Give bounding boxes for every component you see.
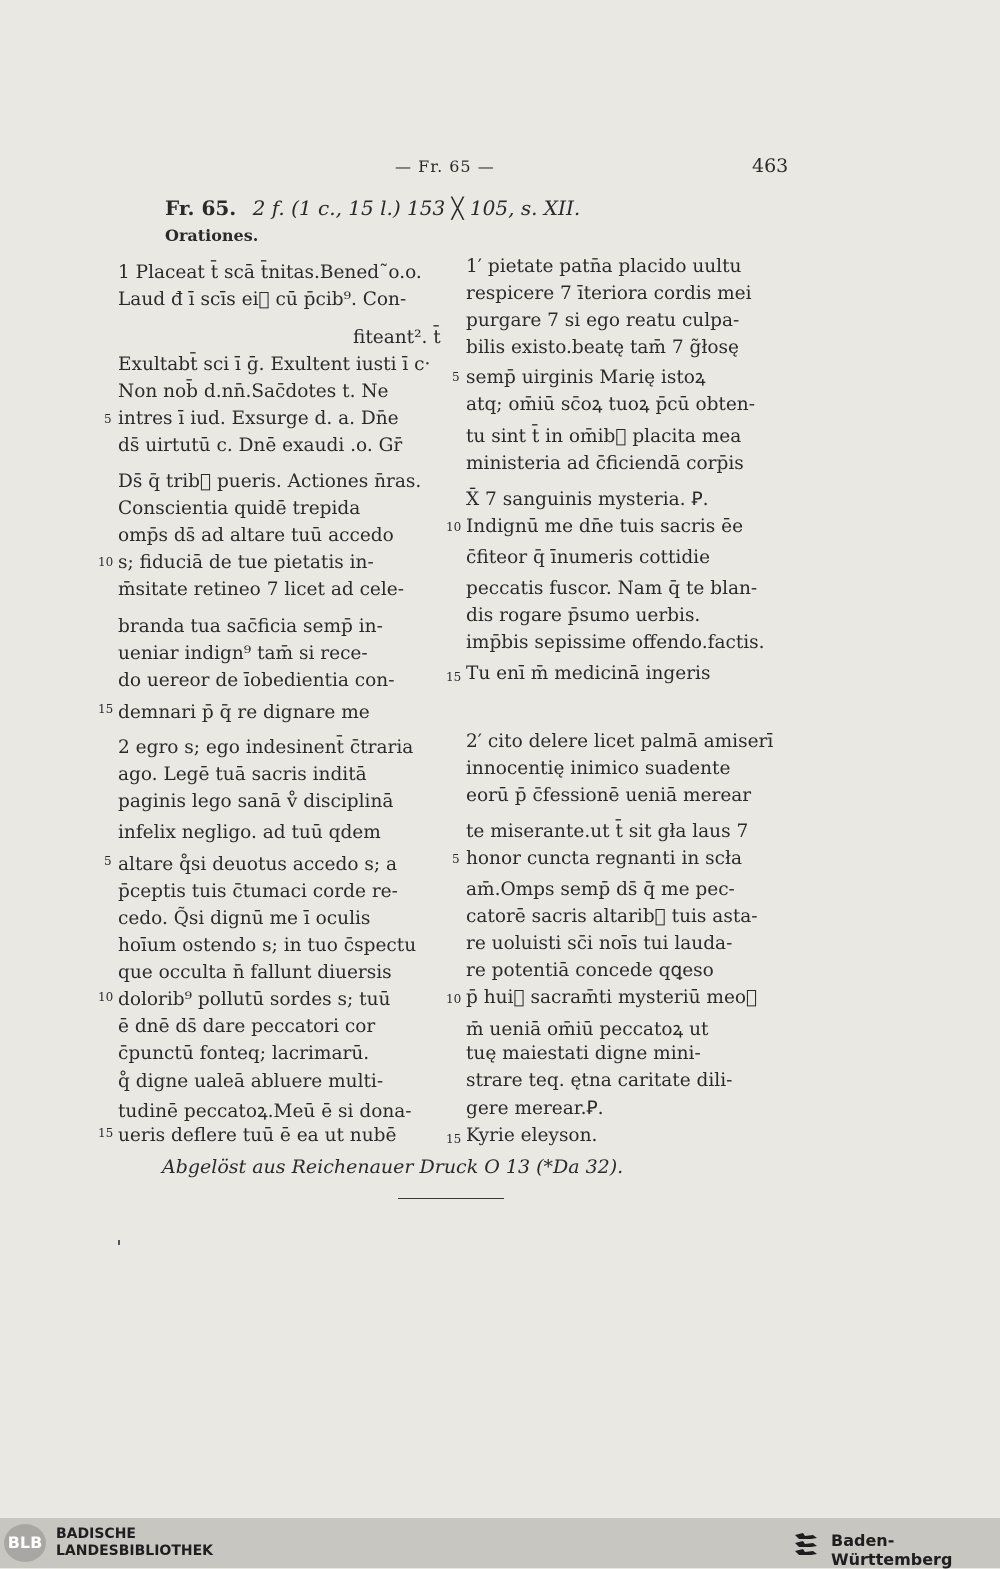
text-line: Tu enī m̄ medicinā ingeris: [466, 663, 711, 684]
text-line: 2 egro s; ego indesinent̄ c̄traria: [118, 737, 414, 758]
text-line: cedo. Q̃si dignū me ī oculis: [118, 908, 371, 929]
region-label[interactable]: Baden-Württemberg: [831, 1531, 953, 1569]
text-line: ueris deflere tuū ē ea ut nubē: [118, 1125, 397, 1146]
text-line: c̄fiteor q̄ īnumeris cottidie: [466, 547, 711, 568]
source-note: Abgelöst aus Reichenauer Druck O 13 (*Da 32).: [162, 1156, 624, 1178]
fragment-subtitle: Orationes.: [165, 226, 259, 245]
running-head: [0, 155, 1000, 181]
lions-icon: [791, 1527, 821, 1557]
library-name[interactable]: [56, 1526, 213, 1560]
text-line: p̄ hui᷑ sacram̄ti mysteriū meoꝝ: [466, 987, 758, 1008]
text-line: purgare 7 si ego reatu culpa-: [466, 310, 740, 331]
text-line: bilis existo.beatę tam̄ 7 g̃łosę: [466, 337, 739, 358]
text-line: Non nob̄ d.nn̄.Sac̄dotes t. Ne: [118, 381, 389, 402]
text-line: 1 Placeat t̄ scā t̄nitas.Bened˜o.o.: [118, 262, 422, 283]
text-line: 2′ cito delere licet palmā amiserī: [466, 731, 774, 752]
text-line: dolorib⁹ pollutū sordes s; tuū: [118, 989, 391, 1010]
text-line: Exultabt̄ sci ī ḡ. Exultent iusti ī c·: [118, 354, 431, 375]
text-line: s; fiduciā de tue pietatis in-: [118, 552, 374, 573]
text-line: Laud đ ī scīs ei᷑ cū p̄cib⁹. Con-: [118, 289, 407, 310]
line-number: 10: [98, 555, 114, 569]
line-number: 5: [104, 854, 112, 868]
coat-of-arms-icon: [790, 1527, 822, 1559]
text-line: 1′ pietate patn̄a placido uultu: [466, 256, 742, 277]
text-line: strare teq. ętna caritate dili-: [466, 1070, 733, 1091]
text-line: c̄punctū fonteq; lacrimarū.: [118, 1043, 370, 1064]
line-number: 10: [446, 992, 462, 1006]
line-number: 15: [98, 1126, 114, 1140]
library-name-line2: LANDESBIBLIOTHEK: [56, 1543, 214, 1559]
closing-rule: [398, 1198, 504, 1199]
text-line: p̄ceptis tuis c̄tumaci corde re-: [118, 881, 398, 902]
text-line: honor cuncta regnanti in scła: [466, 848, 743, 869]
text-line: re potentiā concede qꝗeso: [466, 960, 714, 981]
fragment-number: Fr. 65.: [165, 196, 237, 220]
text-line: intres ī iud. Exsurge d. a. Dn̄e: [118, 408, 399, 429]
text-line: catorē sacris altarib᷑ tuis asta-: [466, 906, 758, 927]
library-name-line1: BADISCHE: [56, 1526, 136, 1542]
text-line: am̄.Omps semp̄ ds̄ q̄ me pec-: [466, 879, 735, 900]
text-line: ministeria ad c̄ficiendā corp̄is: [466, 453, 744, 474]
text-line: q̊ digne ualeā abluere multi-: [118, 1071, 384, 1092]
text-line: fiteant². t̄: [353, 327, 441, 348]
line-number: 10: [98, 990, 114, 1004]
text-line: dis rogare p̄sumo uerbis.: [466, 605, 701, 626]
text-line: peccatis fuscor. Nam q̄ te blan-: [466, 578, 758, 599]
line-number: 5: [104, 412, 112, 426]
text-line: altare q̊si deuotus accedo s; a: [118, 854, 397, 875]
text-line: omp̄s ds̄ ad altare tuū accedo: [118, 525, 394, 546]
line-number: 15: [446, 670, 462, 684]
text-line: innocentię inimico suadente: [466, 758, 731, 779]
line-number: 15: [446, 1132, 462, 1146]
footer-bar: [0, 1518, 1000, 1568]
text-line: gere merear.Ꝑ.: [466, 1098, 604, 1119]
blb-logo-icon[interactable]: BLB: [4, 1524, 46, 1562]
text-line: Indignū me dn̄e tuis sacris ēe: [466, 516, 744, 537]
text-line: re uoluisti sc̄i noīs tui lauda-: [466, 933, 733, 954]
text-line: que occulta n̄ fallunt diuersis: [118, 962, 392, 983]
text-line: tuę maiestati digne mini-: [466, 1043, 701, 1064]
text-line: atq; om̄iū sc̄oꝝ tuoꝝ p̄cū obten-: [466, 394, 755, 415]
line-number: 10: [446, 520, 462, 534]
text-line: ē dnē ds̄ dare peccatori cor: [118, 1016, 376, 1037]
text-line: infelix negligo. ad tuū qdem: [118, 822, 381, 843]
text-line: semp̄ uirginis Marię istoꝝ: [466, 367, 706, 388]
text-line: Conscientia quidē trepida: [118, 498, 361, 519]
text-line: Ds̄ q̄ trib᷑ pueris. Actiones n̄ras.: [118, 471, 422, 492]
text-line: tu sint t̄ in om̄ib᷑ placita mea: [466, 426, 742, 447]
text-line: Kyrie eleyson.: [466, 1125, 598, 1146]
page-mark: [118, 1240, 120, 1245]
text-line: respicere 7 īteriora cordis mei: [466, 283, 752, 304]
line-number: 5: [452, 370, 460, 384]
text-line: branda tua sac̄ficia semp̄ in-: [118, 616, 383, 637]
text-line: tudinē peccatoꝝ.Meū ē si dona-: [118, 1101, 412, 1122]
text-line: ds̄ uirtutū c. Dnē exaudi .o. Gr̄: [118, 435, 403, 456]
text-line: paginis lego sanā v̊ disciplinā: [118, 791, 394, 812]
text-line: do uereor de īobedientia con-: [118, 670, 395, 691]
fragment-details: 2 f. (1 c., 15 l.) 153 ╳ 105, s. XII.: [252, 196, 581, 220]
text-line: X̄ 7 sanguinis mysteria. Ꝑ.: [466, 489, 709, 510]
line-number: 15: [98, 702, 114, 716]
text-line: imp̄bis sepissime offendo.factis.: [466, 632, 765, 653]
text-line: m̄sitate retineo 7 licet ad cele-: [118, 579, 404, 600]
text-line: ago. Legē tuā sacris inditā: [118, 764, 367, 785]
text-line: m̄ ueniā om̄iū peccatoꝝ ut: [466, 1019, 709, 1040]
running-title: — Fr. 65 —: [395, 157, 495, 176]
fragment-heading: [165, 196, 580, 220]
text-line: te miserante.ut t̄ sit gła laus 7: [466, 821, 749, 842]
text-line: demnari p̄ q̄ re dignare me: [118, 702, 370, 723]
text-line: hoīum ostendo s; in tuo c̄spectu: [118, 935, 417, 956]
line-number: 5: [452, 852, 460, 866]
page-number: 463: [752, 155, 789, 177]
text-line: ueniar indign⁹ tam̄ si rece-: [118, 643, 368, 664]
text-line: eorū p̄ c̄fessionē ueniā merear: [466, 785, 752, 806]
